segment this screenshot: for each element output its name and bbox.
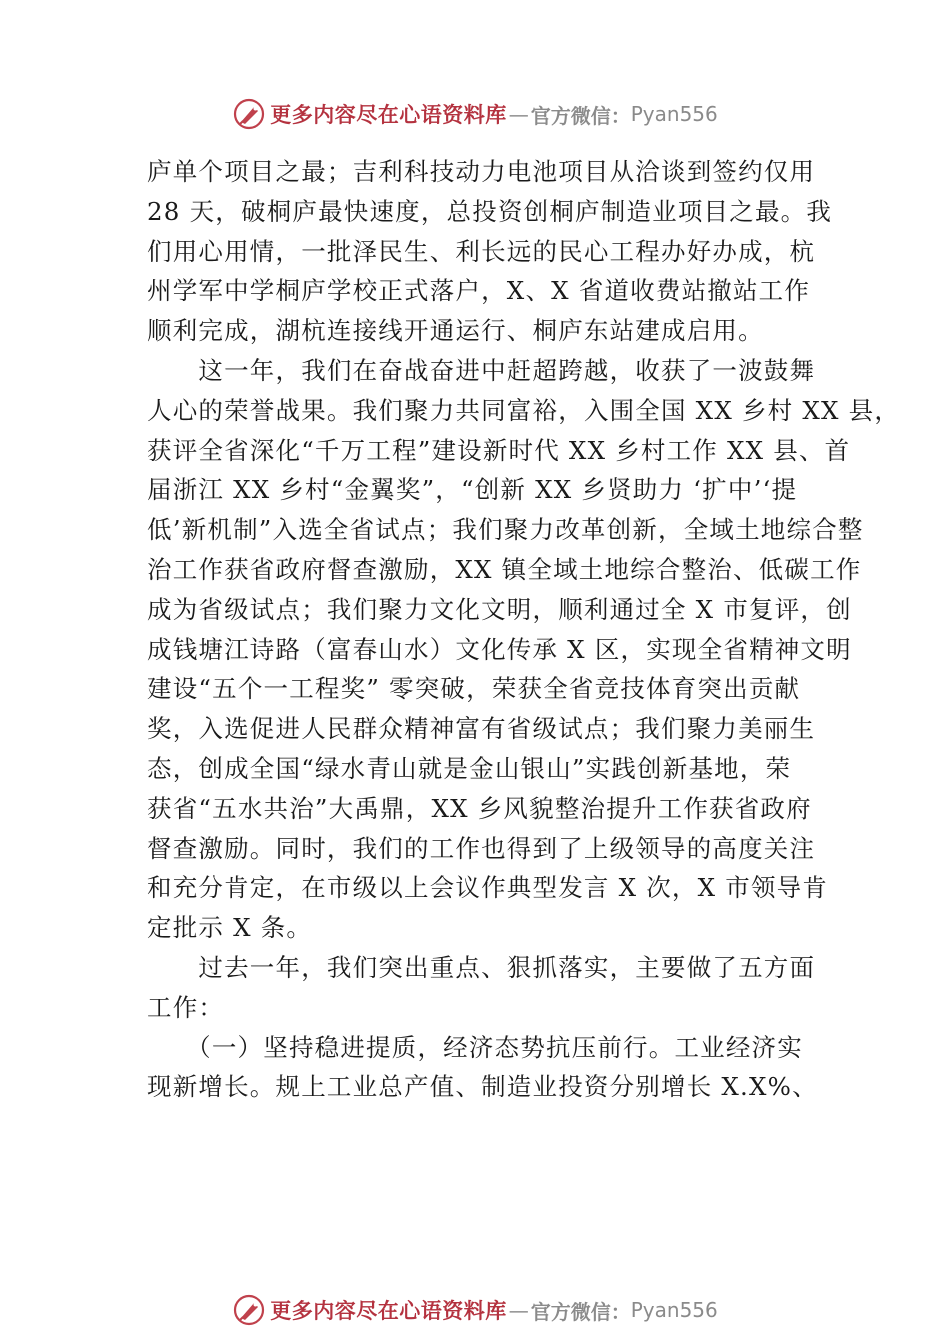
body-line: 治工作获省政府督查激励，XX 镇全域土地综合整治、低碳工作 bbox=[147, 554, 862, 584]
body-line: （一）坚持稳进提质，经济态势抗压前行。工业经济实 bbox=[147, 1032, 803, 1062]
body-line: 成钱塘江诗路（富春山水）文化传承 X 区，实现全省精神文明 bbox=[147, 634, 852, 664]
body-line: 态，创成全国“绿水青山就是金山银山”实践创新基地，荣 bbox=[147, 753, 792, 783]
body-line: 州学军中学桐庐学校正式落户，X、X 省道收费站撤站工作 bbox=[147, 276, 811, 306]
body-line: 顺利完成，湖杭连接线开通运行、桐庐东站建成启用。 bbox=[147, 316, 764, 346]
header-wechat-label: 官方微信： bbox=[530, 103, 631, 128]
body-line: 现新增长。规上工业总产值、制造业投资分别增长 X.X%、 bbox=[147, 1072, 818, 1102]
body-line: 建设“五个一工程奖” 零突破，荣获全省竞技体育突出贡献 bbox=[147, 674, 801, 704]
body-line: 这一年，我们在奋战奋进中赶超跨越，收获了一波鼓舞 bbox=[147, 355, 816, 385]
header-dash: — bbox=[508, 102, 529, 126]
body-line: 获评全省深化“千万工程”建设新时代 XX 乡村工作 XX 县、首 bbox=[147, 435, 851, 465]
body-line: 低’新机制”入选全省试点；我们聚力改革创新，全域土地综合整 bbox=[147, 515, 864, 545]
body-line: 和充分肯定，在市级以上会议作典型发言 X 次，X 市领导肯 bbox=[147, 873, 829, 903]
footer-banner bbox=[0, 1290, 950, 1330]
body-line: 工作： bbox=[147, 992, 225, 1022]
body-line: 们用心用情，一批泽民生、利长远的民心工程办好办成，杭 bbox=[147, 236, 816, 266]
document-body bbox=[147, 152, 901, 1107]
body-line: 过去一年，我们突出重点、狠抓落实，主要做了五方面 bbox=[147, 952, 816, 982]
body-line: 督查激励。同时，我们的工作也得到了上级领导的高度关注 bbox=[147, 833, 816, 863]
header-banner bbox=[0, 94, 950, 134]
header-wechat-id: Pyan556 bbox=[630, 102, 718, 126]
footer-dash: — bbox=[508, 1298, 529, 1322]
body-line: 获省“五水共治”大禹鼎，XX 乡风貌整治提升工作获省政府 bbox=[147, 793, 812, 823]
body-line: 成为省级试点；我们聚力文化文明，顺利通过全 X 市复评，创 bbox=[147, 594, 852, 624]
body-line: 庐单个项目之最；吉利科技动力电池项目从洽谈到签约仅用 bbox=[147, 157, 816, 186]
body-line: 28 天，破桐庐最快速度，总投资创桐庐制造业项目之最。我 bbox=[147, 196, 833, 226]
pen-nib-logo-icon bbox=[232, 1293, 266, 1327]
pen-nib-logo-icon bbox=[232, 97, 266, 131]
body-line: 届浙江 XX 乡村“金翼奖”，“创新 XX 乡贤助力 ‘扩中’‘提 bbox=[147, 475, 798, 505]
footer-wechat-id: Pyan556 bbox=[630, 1298, 718, 1322]
body-line: 人心的荣誉战果。我们聚力共同富裕，入围全国 XX 乡村 XX 县， bbox=[147, 395, 901, 425]
footer-wechat-label: 官方微信： bbox=[530, 1299, 631, 1324]
body-line: 定批示 X 条。 bbox=[147, 913, 313, 943]
header-site-text: 更多内容尽在心语资料库 bbox=[270, 102, 507, 127]
footer-site-text: 更多内容尽在心语资料库 bbox=[270, 1298, 507, 1323]
body-line: 奖，入选促进人民群众精神富有省级试点；我们聚力美丽生 bbox=[147, 714, 816, 744]
